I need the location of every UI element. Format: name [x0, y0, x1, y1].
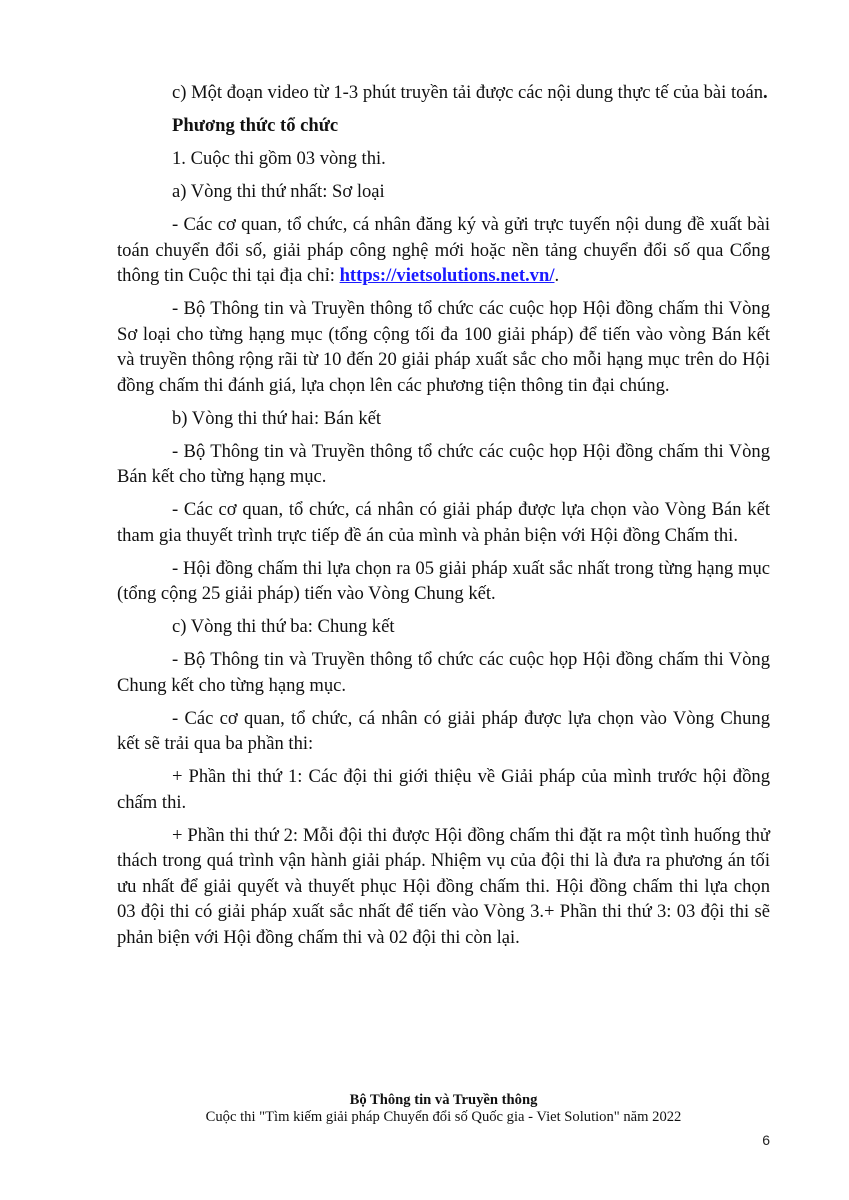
- paragraph-round-1-judging: - Bộ Thông tin và Truyền thông tổ chức các cuộc họp Hội đồng chấm thi Vòng Sơ loại cho từng hạng mục (tổng cộng tối đa 100 giải pháp) để tiến vào vòng Bán kết và truyền thông rộng rãi từ 10 đến 20 giải pháp xuất sắc cho mỗi hạng mục trên do Hội đồng chấm thi đánh giá, lựa chọn lên các phương tiện thông tin đại chúng.: [117, 298, 770, 396]
- paragraph-video-requirement: c) Một đoạn video từ 1-3 phút truyền tải được các nội dung thực tế của bài toán.: [172, 82, 768, 103]
- section-heading: Phương thức tổ chức: [172, 115, 339, 136]
- paragraph-round-2-title: b) Vòng thi thứ hai: Bán kết: [172, 407, 382, 429]
- footer-contest-name: Cuộc thi "Tìm kiếm giải pháp Chuyển đổi số Quốc gia - Viet Solution" năm 2022: [205, 1109, 682, 1125]
- paragraph-round-2-meetings: - Bộ Thông tin và Truyền thông tổ chức các cuộc họp Hội đồng chấm thi Vòng Bán kết cho từng hạng mục.: [117, 440, 770, 487]
- paragraph-round-1-title: a) Vòng thi thứ nhất: Sơ loại: [172, 181, 385, 202]
- page-number: 6: [762, 1132, 770, 1148]
- page-footer: [117, 1092, 770, 1126]
- paragraph-round-2-selection: - Hội đồng chấm thi lựa chọn ra 05 giải pháp xuất sắc nhất trong từng hạng mục (tổng cộng 25 giải pháp) tiến vào Vòng Chung kết.: [117, 557, 770, 604]
- contest-portal-link[interactable]: https://vietsolutions.net.vn/: [339, 265, 555, 286]
- footer-organization: Bộ Thông tin và Truyền thông: [349, 1092, 538, 1108]
- paragraph-round-1-registration: - Các cơ quan, tổ chức, cá nhân đăng ký và gửi trực tuyến nội dung đề xuất bài toán chuyển đổi số, giải pháp công nghệ mới hoặc nền tảng chuyển đổi số qua Cổng thông tin Cuộc thi tại địa chỉ: https://vietsolutions.net.vn/.: [117, 214, 770, 286]
- paragraph-round-3-meetings: - Bộ Thông tin và Truyền thông tổ chức các cuộc họp Hội đồng chấm thi Vòng Chung kết cho từng hạng mục.: [117, 649, 770, 696]
- paragraph-part-2-3: + Phần thi thứ 2: Mỗi đội thi được Hội đồng chấm thi đặt ra một tình huống thử thách trong quá trình vận hành giải pháp. Nhiệm vụ của đội thi là đưa ra phương án tối ưu nhất để giải quyết và thuyết phục Hội đồng chấm thi. Hội đồng chấm thi lựa chọn 03 đội thi có giải pháp xuất sắc nhất để tiến vào Vòng 3.+ Phần thi thứ 3: 03 đội thi sẽ phản biện với Hội đồng chấm thi và 02 đội thi còn lại.: [117, 824, 770, 948]
- document-body: [117, 80, 770, 958]
- paragraph-round-2-presentation: - Các cơ quan, tổ chức, cá nhân có giải pháp được lựa chọn vào Vòng Bán kết tham gia thuyết trình trực tiếp đề án của mình và phản biện với Hội đồng Chấm thi.: [117, 499, 770, 546]
- paragraph-rounds-count: 1. Cuộc thi gồm 03 vòng thi.: [172, 148, 386, 169]
- paragraph-part-1: + Phần thi thứ 1: Các đội thi giới thiệu về Giải pháp của mình trước hội đồng chấm thi.: [117, 766, 770, 813]
- paragraph-round-3-parts: - Các cơ quan, tổ chức, cá nhân có giải pháp được lựa chọn vào Vòng Chung kết sẽ trải qua ba phần thi:: [117, 707, 770, 754]
- paragraph-round-3-title: c) Vòng thi thứ ba: Chung kết: [172, 616, 395, 637]
